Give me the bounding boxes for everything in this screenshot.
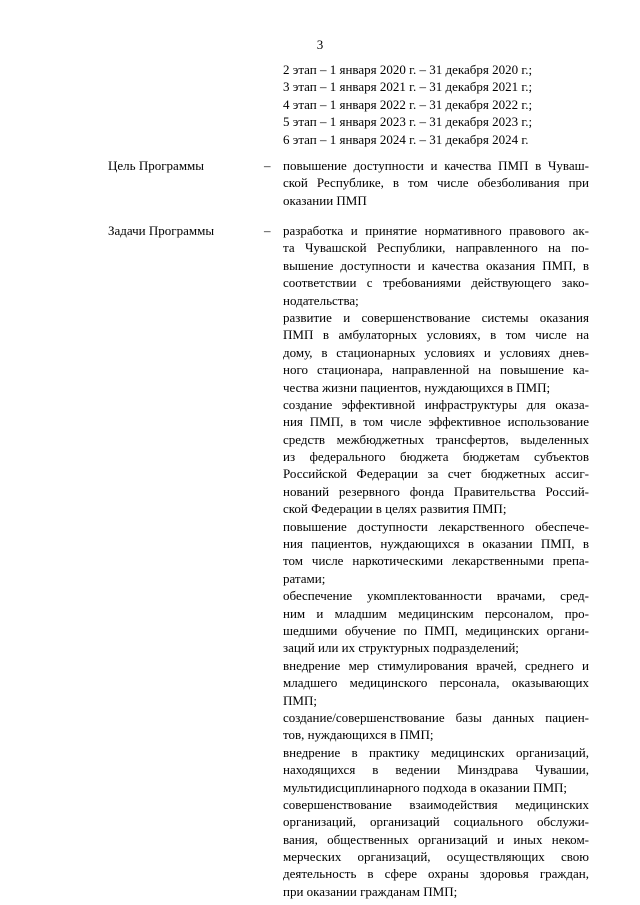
tasks-text-line: вания, общественных организаций и иных неком- <box>283 831 589 847</box>
stages-list <box>283 61 583 148</box>
stage-line: 5 этап – 1 января 2023 г. – 31 декабря 2023 г.; <box>283 114 533 130</box>
tasks-text-line: ним и младшим медицинским персоналом, про- <box>283 605 589 621</box>
goal-dash: – <box>264 158 271 173</box>
tasks-text <box>283 222 589 900</box>
tasks-label: Задачи Программы <box>108 223 215 238</box>
tasks-text-line: тов, нуждающихся в ПМП; <box>283 727 434 743</box>
goal-text-line: оказании ПМП <box>283 192 367 208</box>
tasks-text-line: ного стационара, направленной на повышение ка- <box>283 362 589 378</box>
tasks-text-line: ратами; <box>283 570 326 586</box>
tasks-text-line: та Чувашской Республики, направленного на по- <box>283 240 589 256</box>
tasks-text-line: средств межбюджетных трансфертов, выделенных <box>283 431 589 447</box>
stage-line: 4 этап – 1 января 2022 г. – 31 декабря 2022 г.; <box>283 96 533 112</box>
tasks-text-line: ния пациентов, нуждающихся в оказании ПМП, в <box>283 536 589 552</box>
tasks-text-line: организаций, организаций социального обслужи- <box>283 814 589 830</box>
tasks-text-line: развитие и совершенствование системы оказания <box>283 309 589 325</box>
tasks-text-line: дому, в стационарных условиях и условиях днев- <box>283 344 589 360</box>
tasks-text-line: деятельность в сфере охраны здоровья граждан, <box>283 866 589 882</box>
stage-line: 2 этап – 1 января 2020 г. – 31 декабря 2020 г.; <box>283 62 533 77</box>
goal-text <box>283 157 589 209</box>
page-number: 3 <box>316 37 324 52</box>
tasks-text-line: внедрение в практику медицинских организаций, <box>283 744 589 760</box>
tasks-text-line: мерческих организаций, осуществляющих свою <box>283 849 589 865</box>
tasks-text-line: создание/совершенствование базы данных пациен- <box>283 709 589 725</box>
tasks-text-line: обеспечение укомплектованности врачами, сред- <box>283 588 589 604</box>
tasks-text-line: разработка и принятие нормативного правового ак- <box>283 223 589 238</box>
tasks-text-line: том числе наркотическими лекарственными препа- <box>283 553 589 569</box>
tasks-text-line: находящихся в ведении Минздрава Чувашии, <box>283 762 589 778</box>
tasks-text-line: нодательства; <box>283 292 359 308</box>
tasks-text-line: шедшими обучение по ПМП, медицинских органи- <box>283 622 589 638</box>
tasks-text-line: создание эффективной инфраструктуры для оказа- <box>283 396 589 412</box>
tasks-text-line: повышение доступности лекарственного обеспече- <box>283 518 589 534</box>
tasks-text-line: ПМП в амбулаторных условиях, в том числе на <box>283 327 589 343</box>
goal-text-line: повышение доступности и качества ПМП в Чуваш- <box>283 158 589 173</box>
goal-text-line: ской Республике, в том числе обезболивания при <box>283 175 589 191</box>
tasks-text-line: младшего медицинского персонала, оказывающих <box>283 675 589 691</box>
tasks-text-line: чества жизни пациентов, нуждающихся в ПМП; <box>283 379 551 395</box>
tasks-text-line: ской Федерации в целях развития ПМП; <box>283 501 507 517</box>
stage-line: 3 этап – 1 января 2021 г. – 31 декабря 2021 г.; <box>283 79 533 95</box>
stage-line: 6 этап – 1 января 2024 г. – 31 декабря 2024 г. <box>283 131 529 147</box>
tasks-text-line: ния ПМП, в том числе эффективное использование <box>283 414 589 430</box>
tasks-text-line: соответствии с требованиями действующего зако- <box>283 275 589 291</box>
tasks-text-line: совершенствование взаимодействия медицинских <box>283 796 589 812</box>
tasks-text-line: ПМП; <box>283 692 317 708</box>
tasks-text-line: нований резервного фонда Правительства Россий- <box>283 483 589 499</box>
tasks-text-line: из федерального бюджета бюджетам субъектов <box>283 449 589 465</box>
tasks-text-line: внедрение мер стимулирования врачей, среднего и <box>283 657 589 673</box>
tasks-text-line: мультидисциплинарного подхода в оказании ПМП; <box>283 779 568 795</box>
goal-label: Цель Программы <box>108 158 205 173</box>
tasks-text-line: вышение доступности и качества оказания ПМП, в <box>283 257 589 273</box>
tasks-dash: – <box>264 223 271 238</box>
tasks-text-line: Российской Федерации за счет бюджетных ассиг- <box>283 466 589 482</box>
tasks-text-line: заций или их структурных подразделений; <box>283 640 519 656</box>
tasks-text-line: при оказании гражданам ПМП; <box>283 883 458 899</box>
